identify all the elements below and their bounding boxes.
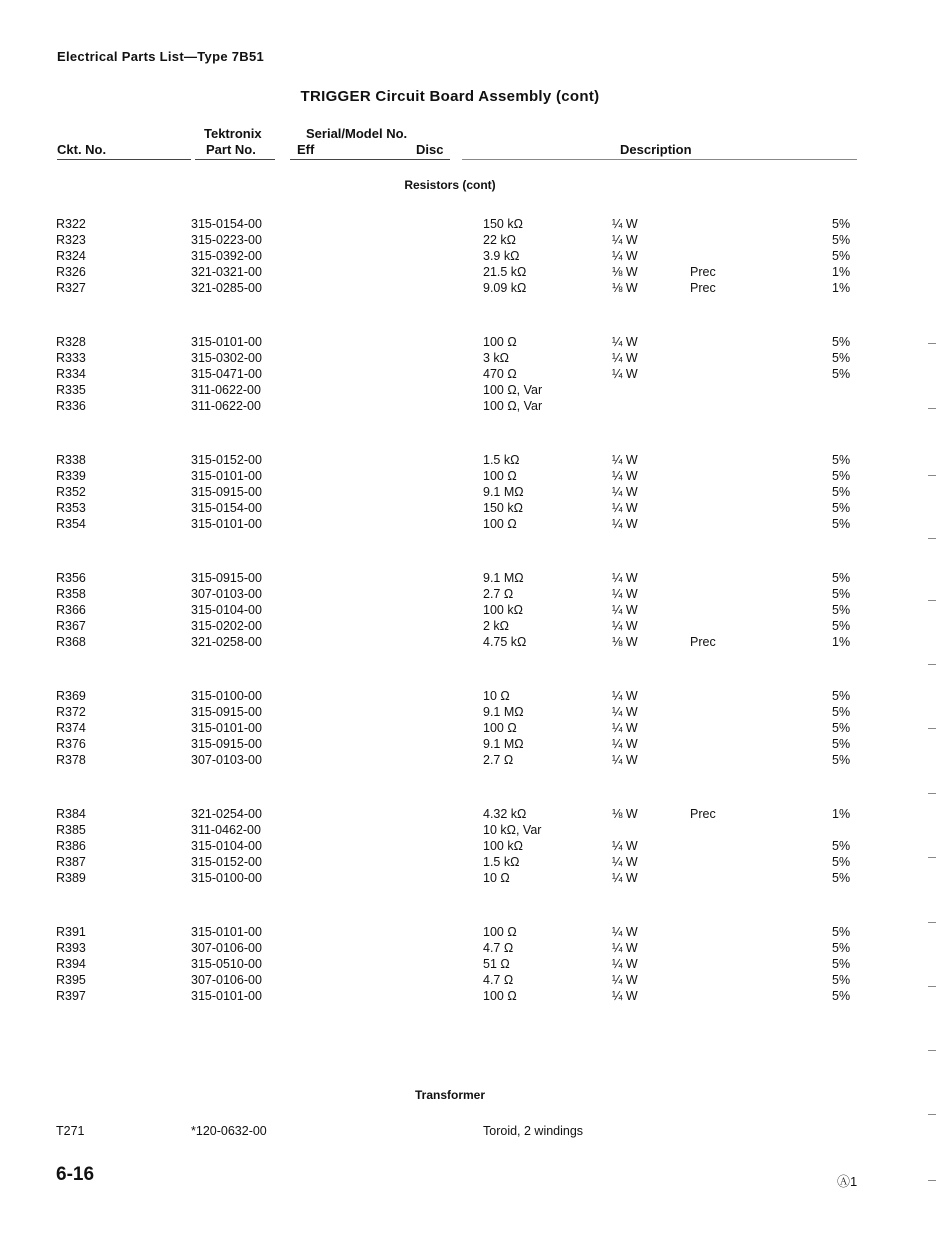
part-number: 311-0622-00 xyxy=(191,399,261,413)
tolerance: 5% xyxy=(832,469,851,483)
value: 9.1 MΩ xyxy=(483,737,524,751)
tolerance: 5% xyxy=(832,249,851,263)
edge-tick xyxy=(928,1050,936,1051)
edge-tick xyxy=(928,1114,936,1115)
part-number: 307-0103-00 xyxy=(191,753,262,767)
value: 21.5 kΩ xyxy=(483,265,527,279)
ckt-number: R384 xyxy=(56,807,86,821)
note: Prec xyxy=(690,807,716,821)
ckt-number: R339 xyxy=(56,469,86,483)
edge-tick xyxy=(928,408,936,409)
tolerance: 5% xyxy=(832,453,851,467)
tolerance: 5% xyxy=(832,517,851,531)
table-row xyxy=(0,264,950,280)
value: 100 Ω, Var xyxy=(483,399,543,413)
wattage: ⅛ W xyxy=(612,807,638,821)
part-number: 315-0202-00 xyxy=(191,619,262,633)
table-row xyxy=(0,822,950,838)
value: 10 Ω xyxy=(483,689,510,703)
col-header-part-no: Part No. xyxy=(206,142,256,157)
ckt-number: R395 xyxy=(56,973,86,987)
table-row xyxy=(0,956,950,972)
table-row xyxy=(0,1123,950,1139)
col-header-eff: Eff xyxy=(297,142,315,157)
wattage: ¼ W xyxy=(612,973,638,987)
value: 4.7 Ω xyxy=(483,973,514,987)
table-row xyxy=(0,216,950,232)
wattage: ¼ W xyxy=(612,957,638,971)
wattage: ¼ W xyxy=(612,737,638,751)
table-row xyxy=(0,870,950,886)
ckt-number: R397 xyxy=(56,989,86,1003)
part-number: 315-0101-00 xyxy=(191,335,262,349)
edge-tick xyxy=(928,728,936,729)
ckt-number: R335 xyxy=(56,383,86,397)
tolerance: 5% xyxy=(832,619,851,633)
ckt-number: R324 xyxy=(56,249,86,263)
ckt-number: R368 xyxy=(56,635,86,649)
edge-tick xyxy=(928,600,936,601)
ckt-number: R378 xyxy=(56,753,86,767)
value: 1.5 kΩ xyxy=(483,453,520,467)
tolerance: 5% xyxy=(832,871,851,885)
ckt-number: R327 xyxy=(56,281,86,295)
table-row xyxy=(0,516,950,532)
value: 10 Ω xyxy=(483,871,510,885)
table-row xyxy=(0,924,950,940)
value: 1.5 kΩ xyxy=(483,855,520,869)
table-row xyxy=(0,570,950,586)
ckt-number: R372 xyxy=(56,705,86,719)
table-row xyxy=(0,500,950,516)
header-rule-serial xyxy=(290,159,450,160)
table-row xyxy=(0,972,950,988)
part-number: 315-0915-00 xyxy=(191,485,262,499)
tolerance: 5% xyxy=(832,485,851,499)
ckt-number: R334 xyxy=(56,367,86,381)
value: 100 Ω, Var xyxy=(483,383,543,397)
value: 100 Ω xyxy=(483,989,517,1003)
edge-tick xyxy=(928,986,936,987)
ckt-number: R336 xyxy=(56,399,86,413)
value: 9.1 MΩ xyxy=(483,705,524,719)
edge-tick xyxy=(928,343,936,344)
table-row xyxy=(0,838,950,854)
table-row xyxy=(0,586,950,602)
col-header-tektronix: Tektronix xyxy=(204,126,262,141)
ckt-number: R393 xyxy=(56,941,86,955)
ckt-number: R323 xyxy=(56,233,86,247)
value: 100 Ω xyxy=(483,469,517,483)
wattage: ¼ W xyxy=(612,453,638,467)
wattage: ¼ W xyxy=(612,871,638,885)
note: Prec xyxy=(690,635,716,649)
wattage: ¼ W xyxy=(612,753,638,767)
wattage: ⅛ W xyxy=(612,635,638,649)
wattage: ¼ W xyxy=(612,517,638,531)
ckt-number: R333 xyxy=(56,351,86,365)
wattage: ⅛ W xyxy=(612,281,638,295)
tolerance: 5% xyxy=(832,855,851,869)
table-row xyxy=(0,382,950,398)
part-number: 315-0101-00 xyxy=(191,517,262,531)
table-row xyxy=(0,350,950,366)
part-number: 321-0258-00 xyxy=(191,635,262,649)
col-header-serial-model: Serial/Model No. xyxy=(306,126,408,141)
value: 4.7 Ω xyxy=(483,941,514,955)
note: Prec xyxy=(690,281,716,295)
part-number: 315-0510-00 xyxy=(191,957,262,971)
tolerance: 5% xyxy=(832,335,851,349)
ckt-number: R338 xyxy=(56,453,86,467)
ckt-number: R356 xyxy=(56,571,86,585)
wattage: ¼ W xyxy=(612,351,638,365)
ckt-number: R366 xyxy=(56,603,86,617)
wattage: ¼ W xyxy=(612,603,638,617)
wattage: ¼ W xyxy=(612,705,638,719)
tolerance: 5% xyxy=(832,973,851,987)
table-row xyxy=(0,452,950,468)
col-header-disc: Disc xyxy=(416,142,444,157)
value: 150 kΩ xyxy=(483,217,523,231)
table-row xyxy=(0,688,950,704)
part-number: 307-0106-00 xyxy=(191,973,262,987)
value: 2.7 Ω xyxy=(483,753,514,767)
tolerance: 5% xyxy=(832,571,851,585)
tolerance: 5% xyxy=(832,351,851,365)
part-number: 307-0103-00 xyxy=(191,587,262,601)
tolerance: 5% xyxy=(832,367,851,381)
tolerance: 5% xyxy=(832,957,851,971)
ckt-number: R367 xyxy=(56,619,86,633)
tolerance: 1% xyxy=(832,635,851,649)
ckt-number: R358 xyxy=(56,587,86,601)
col-header-ckt-no: Ckt. No. xyxy=(57,142,107,157)
wattage: ¼ W xyxy=(612,839,638,853)
part-number: *120-0632-00 xyxy=(191,1124,267,1138)
part-number: 315-0101-00 xyxy=(191,989,262,1003)
tolerance: 5% xyxy=(832,839,851,853)
value: 3.9 kΩ xyxy=(483,249,520,263)
wattage: ¼ W xyxy=(612,469,638,483)
part-number: 321-0321-00 xyxy=(191,265,262,279)
table-row xyxy=(0,602,950,618)
table-row xyxy=(0,940,950,956)
wattage: ¼ W xyxy=(612,855,638,869)
value: 100 Ω xyxy=(483,925,517,939)
value: 470 Ω xyxy=(483,367,517,381)
value: 2 kΩ xyxy=(483,619,510,633)
wattage: ¼ W xyxy=(612,721,638,735)
part-number: 315-0104-00 xyxy=(191,839,262,853)
tolerance: 5% xyxy=(832,587,851,601)
table-row xyxy=(0,634,950,650)
ckt-number: R385 xyxy=(56,823,86,837)
part-number: 315-0101-00 xyxy=(191,721,262,735)
page-title: TRIGGER Circuit Board Assembly (cont) xyxy=(300,88,600,105)
ckt-number: R374 xyxy=(56,721,86,735)
wattage: ¼ W xyxy=(612,217,638,231)
edge-tick xyxy=(928,857,936,858)
wattage: ¼ W xyxy=(612,587,638,601)
part-number: 315-0152-00 xyxy=(191,855,262,869)
value: 4.75 kΩ xyxy=(483,635,527,649)
tolerance: 5% xyxy=(832,501,851,515)
wattage: ¼ W xyxy=(612,501,638,515)
wattage: ¼ W xyxy=(612,249,638,263)
note: Prec xyxy=(690,265,716,279)
tolerance: 5% xyxy=(832,721,851,735)
ckt-number: R326 xyxy=(56,265,86,279)
value: 100 Ω xyxy=(483,517,517,531)
tolerance: 5% xyxy=(832,217,851,231)
edge-tick xyxy=(928,793,936,794)
tolerance: 5% xyxy=(832,705,851,719)
part-number: 315-0104-00 xyxy=(191,603,262,617)
ckt-number: R376 xyxy=(56,737,86,751)
value: 10 kΩ, Var xyxy=(483,823,542,837)
part-number: 315-0302-00 xyxy=(191,351,262,365)
table-row xyxy=(0,752,950,768)
edge-tick xyxy=(928,664,936,665)
part-number: 315-0223-00 xyxy=(191,233,262,247)
wattage: ⅛ W xyxy=(612,265,638,279)
value: 100 kΩ xyxy=(483,603,523,617)
value: 9.09 kΩ xyxy=(483,281,527,295)
tolerance: 5% xyxy=(832,233,851,247)
table-row xyxy=(0,704,950,720)
part-number: 315-0101-00 xyxy=(191,469,262,483)
value: 51 Ω xyxy=(483,957,510,971)
tolerance: 5% xyxy=(832,753,851,767)
edge-tick xyxy=(928,475,936,476)
tolerance: 5% xyxy=(832,941,851,955)
table-row xyxy=(0,736,950,752)
table-row xyxy=(0,854,950,870)
section-heading-resistors: Resistors (cont) xyxy=(404,178,496,192)
part-number: 315-0100-00 xyxy=(191,689,262,703)
table-row xyxy=(0,232,950,248)
part-number: 315-0471-00 xyxy=(191,367,262,381)
col-header-description: Description xyxy=(620,142,692,157)
table-row xyxy=(0,334,950,350)
running-header: Electrical Parts List—Type 7B51 xyxy=(57,49,265,64)
ckt-number: R394 xyxy=(56,957,86,971)
section-heading-transformer: Transformer xyxy=(414,1088,486,1102)
table-row xyxy=(0,398,950,414)
table-row xyxy=(0,484,950,500)
ckt-number: R389 xyxy=(56,871,86,885)
tolerance: 5% xyxy=(832,925,851,939)
ckt-number: R352 xyxy=(56,485,86,499)
table-row xyxy=(0,720,950,736)
part-number: 315-0100-00 xyxy=(191,871,262,885)
revision-mark: Ⓐ1 xyxy=(837,1174,858,1189)
wattage: ¼ W xyxy=(612,367,638,381)
part-number: 315-0152-00 xyxy=(191,453,262,467)
part-number: 315-0154-00 xyxy=(191,217,262,231)
ckt-number: R387 xyxy=(56,855,86,869)
table-row xyxy=(0,618,950,634)
header-rule-ckt xyxy=(57,159,191,160)
value: 100 Ω xyxy=(483,335,517,349)
table-row xyxy=(0,806,950,822)
tolerance: 5% xyxy=(832,737,851,751)
value: 22 kΩ xyxy=(483,233,516,247)
table-row xyxy=(0,248,950,264)
part-number: 321-0285-00 xyxy=(191,281,262,295)
value: 100 kΩ xyxy=(483,839,523,853)
value: 100 Ω xyxy=(483,721,517,735)
part-number: 315-0915-00 xyxy=(191,571,262,585)
page-number: 6-16 xyxy=(56,1164,95,1185)
wattage: ¼ W xyxy=(612,941,638,955)
wattage: ¼ W xyxy=(612,233,638,247)
wattage: ¼ W xyxy=(612,989,638,1003)
value: 4.32 kΩ xyxy=(483,807,527,821)
header-rule-part xyxy=(195,159,275,160)
ckt-number: R386 xyxy=(56,839,86,853)
part-number: 311-0462-00 xyxy=(191,823,261,837)
value: Toroid, 2 windings xyxy=(483,1124,584,1138)
value: 2.7 Ω xyxy=(483,587,514,601)
ckt-number: R391 xyxy=(56,925,86,939)
value: 3 kΩ xyxy=(483,351,510,365)
edge-tick xyxy=(928,922,936,923)
part-number: 315-0154-00 xyxy=(191,501,262,515)
ckt-number: R322 xyxy=(56,217,86,231)
part-number: 307-0106-00 xyxy=(191,941,262,955)
wattage: ¼ W xyxy=(612,571,638,585)
table-row xyxy=(0,280,950,296)
part-number: 315-0915-00 xyxy=(191,705,262,719)
ckt-number: R354 xyxy=(56,517,86,531)
ckt-number: T271 xyxy=(56,1124,85,1138)
tolerance: 1% xyxy=(832,807,851,821)
edge-tick xyxy=(928,1180,936,1181)
part-number: 321-0254-00 xyxy=(191,807,262,821)
wattage: ¼ W xyxy=(612,335,638,349)
wattage: ¼ W xyxy=(612,925,638,939)
value: 9.1 MΩ xyxy=(483,485,524,499)
part-number: 315-0392-00 xyxy=(191,249,262,263)
wattage: ¼ W xyxy=(612,619,638,633)
part-number: 315-0101-00 xyxy=(191,925,262,939)
ckt-number: R328 xyxy=(56,335,86,349)
value: 9.1 MΩ xyxy=(483,571,524,585)
wattage: ¼ W xyxy=(612,689,638,703)
tolerance: 5% xyxy=(832,689,851,703)
table-row xyxy=(0,366,950,382)
table-row xyxy=(0,468,950,484)
part-number: 311-0622-00 xyxy=(191,383,261,397)
ckt-number: R369 xyxy=(56,689,86,703)
edge-tick xyxy=(928,538,936,539)
part-number: 315-0915-00 xyxy=(191,737,262,751)
ckt-number: R353 xyxy=(56,501,86,515)
tolerance: 1% xyxy=(832,281,851,295)
tolerance: 5% xyxy=(832,989,851,1003)
table-row xyxy=(0,988,950,1004)
header-rule-description xyxy=(462,159,857,160)
tolerance: 1% xyxy=(832,265,851,279)
value: 150 kΩ xyxy=(483,501,523,515)
tolerance: 5% xyxy=(832,603,851,617)
wattage: ¼ W xyxy=(612,485,638,499)
